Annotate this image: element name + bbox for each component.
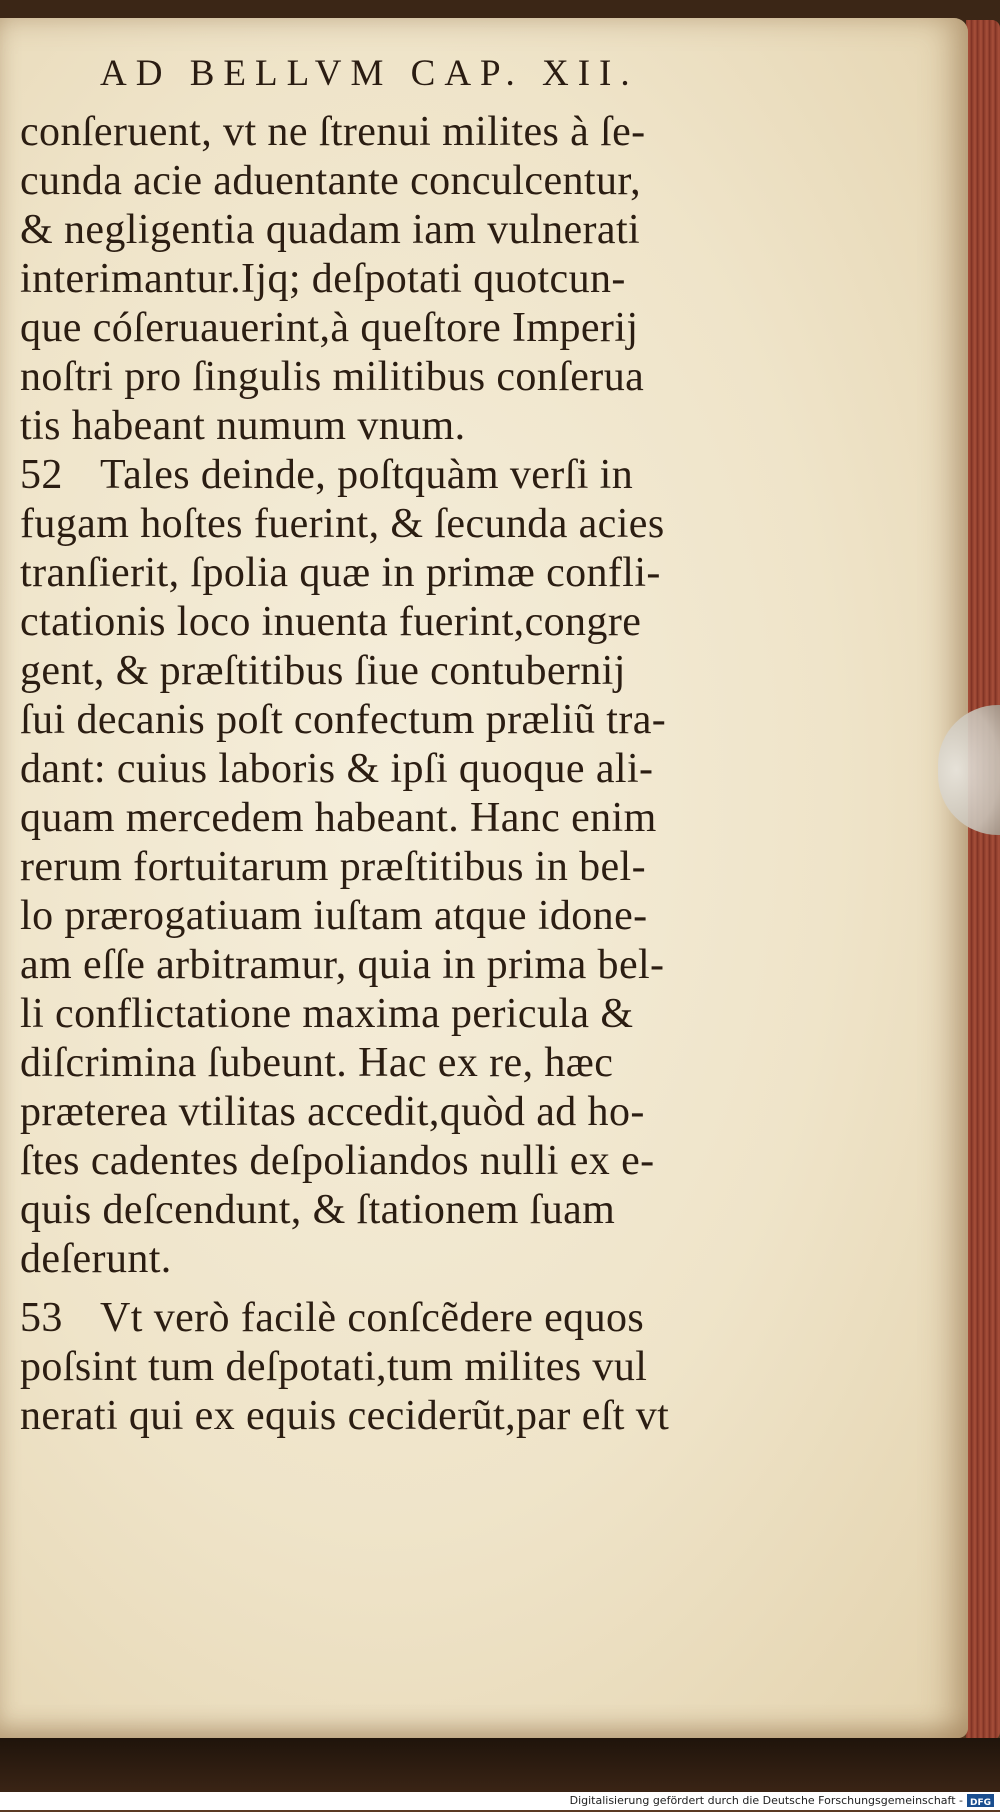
text-line: ſtes cadentes deſpoliandos nulli ex e- [20, 1138, 655, 1184]
text-line: præterea vtilitas accedit,quòd ad ho- [20, 1089, 645, 1135]
text-line: gent, & præſtitibus ſiue contubernij [20, 648, 626, 694]
text-line: ſui decanis poſt confectum præliũ tra- [20, 697, 667, 743]
text-line: cunda acie aduentante conculcentur, [20, 158, 641, 204]
text-span: Vt verò facilè conſcẽdere equos [100, 1295, 645, 1341]
text-line: nerati qui ex equis ceciderũt,par eſt vt [20, 1393, 670, 1439]
text-line: quis deſcendunt, & ſtationem ſuam [20, 1187, 616, 1233]
text-line: interimantur.Ijq; deſpotati quotcun- [20, 256, 626, 302]
text-line: fugam hoſtes fuerint, & ſecunda acies [20, 501, 665, 547]
text-line: tis habeant numum vnum. [20, 403, 466, 449]
digitization-footer [0, 1792, 1000, 1810]
footer-credit: Digitalisierung gefördert durch die Deutsche Forschungsgemeinschaft - [569, 1794, 963, 1807]
paragraph-53-first-line [20, 1294, 760, 1343]
paragraph-number: 52 [20, 452, 63, 498]
text-line: que cóſeruauerint,à queſtore Imperij [20, 305, 639, 351]
text-line: dant: cuius laboris & ipſi quoque ali- [20, 746, 654, 792]
paragraph-gap [20, 1284, 760, 1294]
body-text [20, 108, 760, 1441]
dfg-logo: DFG [967, 1794, 994, 1807]
text-line: li conflictatione maxima pericula & [20, 991, 634, 1037]
text-line: & negligentia quadam iam vulnerati [20, 207, 641, 253]
page-edge [966, 20, 1000, 1740]
text-line: tranſierit, ſpolia quæ in primæ confli- [20, 550, 661, 596]
paragraph-52-first-line [20, 451, 760, 500]
text-line: diſcrimina ſubeunt. Hac ex re, hæc [20, 1040, 614, 1086]
running-head: AD BELLVM CAP. XII. [100, 53, 639, 94]
text-line: am eſſe arbitramur, quia in prima bel- [20, 942, 665, 988]
text-line: poſsint tum deſpotati,tum milites vul [20, 1344, 648, 1390]
paragraph-number: 53 [20, 1295, 63, 1341]
book-bottom-edge [0, 1738, 1000, 1792]
text-line: noſtri pro ſingulis militibus conſerua [20, 354, 645, 400]
text-line: rerum fortuitarum præſtitibus in bel- [20, 844, 647, 890]
text-line: deſerunt. [20, 1236, 172, 1282]
text-line: quam mercedem habeant. Hanc enim [20, 795, 657, 841]
text-span: Tales deinde, poſtquàm verſi in [100, 452, 634, 498]
text-line: conſeruent, vt ne ſtrenui milites à ſe- [20, 109, 646, 155]
text-line: lo prærogatiuam iuſtam atque idone- [20, 893, 648, 939]
text-line: ctationis loco inuenta fuerint,congre [20, 599, 642, 645]
